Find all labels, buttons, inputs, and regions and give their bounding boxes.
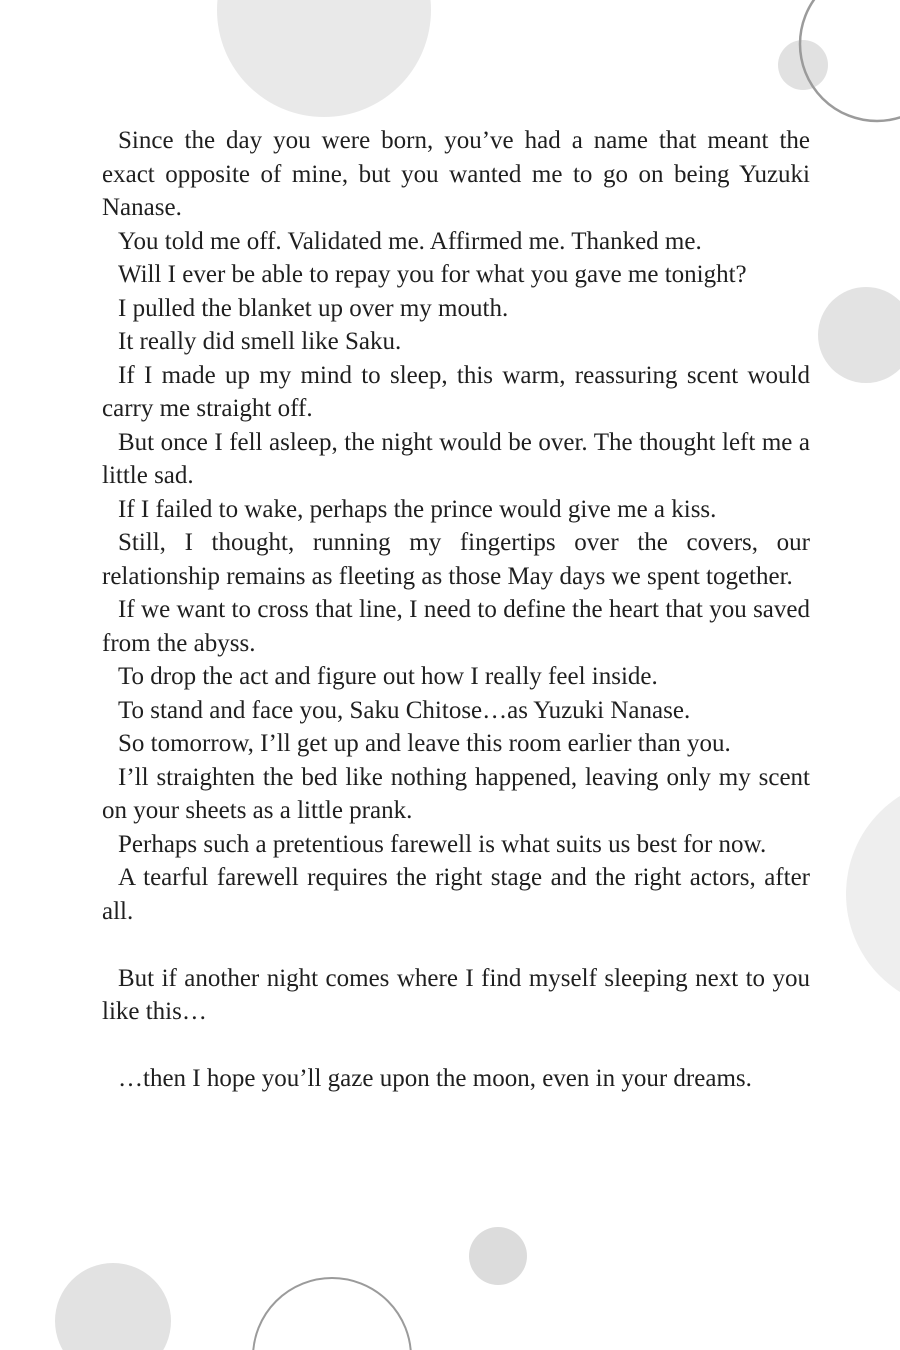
paragraph: But if another night comes where I find myself sleeping next to you like this… bbox=[102, 964, 810, 1025]
paragraph: To drop the act and figure out how I really feel inside. bbox=[118, 663, 658, 690]
paragraph: If I failed to wake, perhaps the prince would give me a kiss. bbox=[118, 495, 717, 523]
circle-bottom-small bbox=[469, 1227, 527, 1285]
paragraph: Still, I thought, running my fingertips over the covers, our relationship remains as fleeting as those May days we spent together. bbox=[102, 529, 810, 590]
paragraph: I’ll straighten the bed like nothing happened, leaving only my scent on your sheets as a little prank. bbox=[102, 763, 810, 824]
paragraph: Perhaps such a pretentious farewell is what suits us best for now. bbox=[118, 830, 767, 858]
circle-bottom-left bbox=[55, 1263, 171, 1350]
paragraph: Since the day you were born, you’ve had a name that meant the exact opposite of mine, but you wanted me to go on being Yuzuki Nanase. bbox=[102, 127, 810, 221]
paragraph: A tearful farewell requires the right stage and the right actors, after all. bbox=[102, 864, 810, 925]
ring-bottom-center bbox=[253, 1278, 411, 1350]
paragraph: If I made up my mind to sleep, this warm, reassuring scent would carry me straight off. bbox=[102, 361, 810, 422]
paragraph: I pulled the blanket up over my mouth. bbox=[118, 294, 509, 322]
paragraph: If we want to cross that line, I need to define the heart that you saved from the abyss. bbox=[102, 596, 810, 657]
paragraph: …then I hope you’ll gaze upon the moon, even in your dreams. bbox=[118, 1065, 752, 1092]
paragraph: So tomorrow, I’ll get up and leave this room earlier than you. bbox=[118, 730, 731, 757]
paragraph: You told me off. Validated me. Affirmed me. Thanked me. bbox=[118, 227, 702, 255]
circle-top-center bbox=[217, 0, 431, 117]
circle-right-large bbox=[846, 778, 900, 1010]
circle-right-middle bbox=[818, 287, 900, 383]
paragraph: Will I ever be able to repay you for what you gave me tonight? bbox=[118, 261, 747, 288]
paragraph: But once I fell asleep, the night would be over. The thought left me a little sad. bbox=[102, 428, 810, 489]
paragraph: It really did smell like Saku. bbox=[118, 328, 402, 355]
paragraph: To stand and face you, Saku Chitose…as Yuzuki Nanase. bbox=[118, 696, 691, 724]
text-block bbox=[102, 124, 810, 1096]
